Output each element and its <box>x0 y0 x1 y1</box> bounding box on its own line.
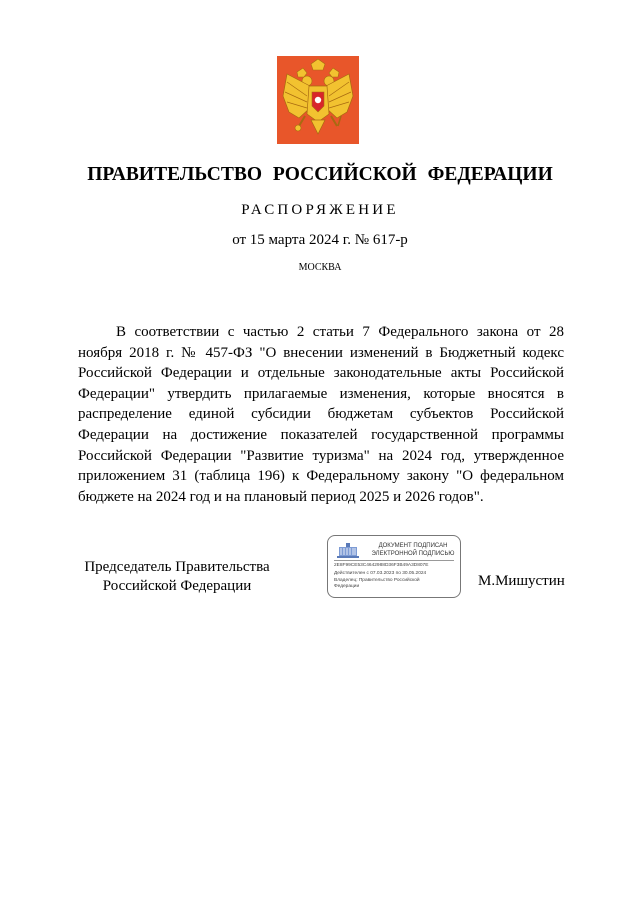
stamp-title-line2: ЭЛЕКТРОННОЙ ПОДПИСЬЮ <box>371 551 455 557</box>
certificate-validity: Действителен с 07.03.2023 по 30.05.2024 <box>334 571 427 576</box>
signer-name: М.Мишустин <box>478 573 565 589</box>
signer-position <box>72 558 282 596</box>
government-title: ПРАВИТЕЛЬСТВО РОССИЙСКОЙ ФЕДЕРАЦИИ <box>87 164 553 185</box>
certificate-owner: Владелец: Правительство Российской Федерации <box>334 578 420 589</box>
building-icon <box>336 541 360 559</box>
document-date-number: от 15 марта 2024 г. № 617-р <box>232 232 408 248</box>
signer-position-line2: Российской Федерации <box>102 578 252 594</box>
electronic-signature-stamp <box>327 535 461 598</box>
coat-of-arms-icon <box>277 56 359 144</box>
order-body-text: В соответствии с частью 2 статьи 7 Федерального закона от 28 ноября 2018 г. № 457-ФЗ "О внесении изменений в Бюджетный кодекс Российской Федерации и отдельные законодательные акты Российской Федерации" утвердить прилагаемые изменения, которые вносятся в распределение единой субсидии бюджетам субъектов Российской Федерации на достижение показателей государственной программы Российской Федерации "Развитие туризма" на 2024 год, утвержденное приложением 31 (таблица 196) к Федеральному закону "О федеральном бюджете на 2024 год и на плановый период 2025 и 2026 годов". <box>78 324 564 505</box>
document-type: РАСПОРЯЖЕНИЕ <box>241 202 399 218</box>
stamp-title <box>366 542 460 558</box>
stamp-divider <box>334 560 454 561</box>
document-city: МОСКВА <box>298 262 342 273</box>
stamp-title-line1: ДОКУМЕНТ ПОДПИСАН <box>378 543 448 549</box>
certificate-serial: 2E8F99CE53C4642988D36F3B49A3D807E <box>334 563 429 568</box>
signer-position-line1: Председатель Правительства <box>84 559 270 575</box>
